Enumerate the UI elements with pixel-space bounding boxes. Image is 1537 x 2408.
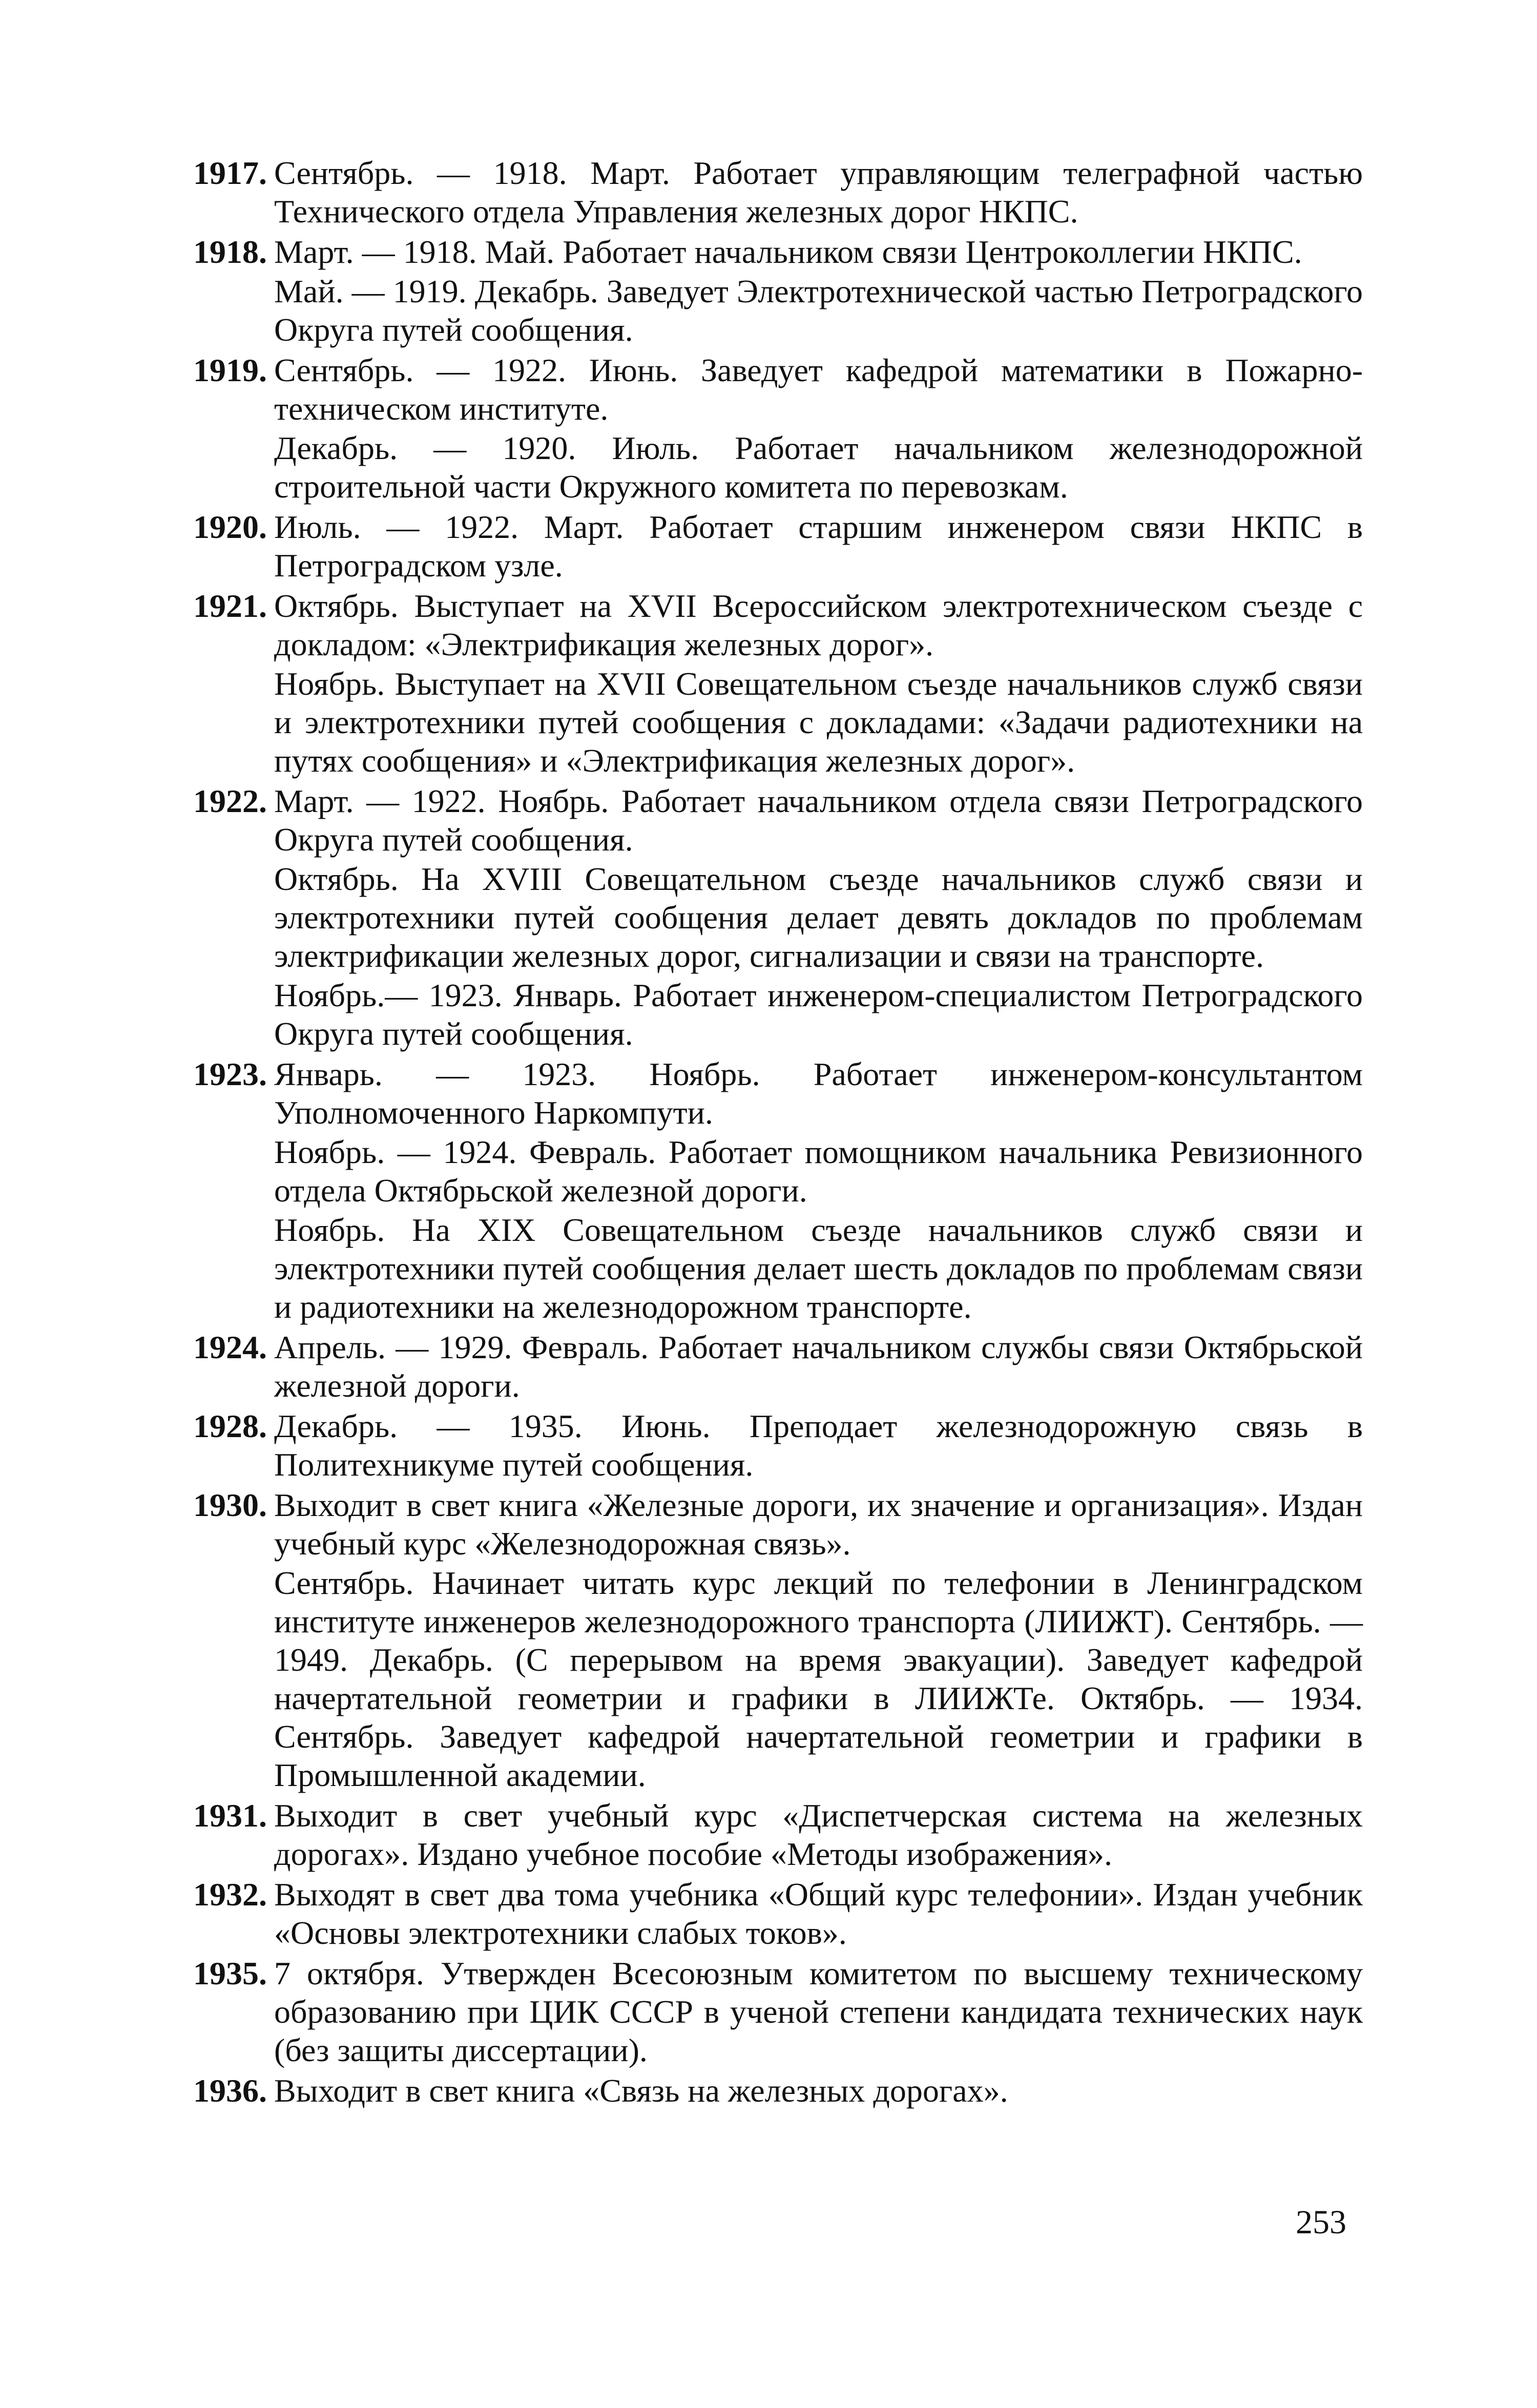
year-label: 1921.: [193, 588, 267, 624]
year-entries: [274, 154, 1363, 232]
entry-text: Апрель. — 1929. Февраль. Работает начальником службы связи Октябрьской железной дороги.: [274, 1329, 1363, 1404]
year-block: [184, 233, 1363, 350]
year-block: [184, 1407, 1363, 1485]
year-entries: [274, 233, 1363, 350]
year-block: [184, 154, 1363, 232]
year-block: [184, 1055, 1363, 1327]
year-block: [184, 1486, 1363, 1795]
year-label: 1919.: [193, 352, 267, 388]
year-block: [184, 1875, 1363, 1953]
year-label: 1935.: [193, 1955, 267, 1991]
year-entries: [274, 1954, 1363, 2070]
year-label: 1923.: [193, 1056, 267, 1092]
year-label: 1922.: [193, 783, 267, 819]
entry-text: Выходит в свет книга «Железные дороги, их значение и организация». Издан учебный курс «Железнодорожная связь».: [274, 1487, 1363, 1562]
entry-text: Ноябрь. — 1924. Февраль. Работает помощником начальника Ревизионного отдела Октябрьской железной дороги.: [274, 1134, 1363, 1209]
year-label: 1918.: [193, 234, 267, 270]
year-block: [184, 1796, 1363, 1874]
year-entries: [274, 782, 1363, 1054]
entry-text: Сентябрь. — 1918. Март. Работает управляющим телеграфной частью Технического отдела Управления железных дорог НКПС.: [274, 155, 1363, 230]
year-block: [184, 587, 1363, 781]
entry-text: Декабрь. — 1920. Июль. Работает начальником железнодорожной строительной части Окружного комитета по перевозкам.: [274, 430, 1363, 505]
page-number: 253: [1296, 2204, 1346, 2241]
year-label: 1932.: [193, 1876, 267, 1913]
entry-text: Ноябрь.— 1923. Январь. Работает инженером-специалистом Петроградского Округа путей сообщения.: [274, 977, 1363, 1052]
year-block: [184, 351, 1363, 507]
entry-text: 7 октября. Утвержден Всесоюзным комитетом по высшему техническому образованию при ЦИК СССР в ученой степени кандидата технических наук (без защиты диссертации).: [274, 1955, 1363, 2068]
year-entries: [274, 1055, 1363, 1327]
entry-text: Ноябрь. Выступает на XVII Совещательном съезде начальников служб связи и электротехники путей сообщения с докладами: «Задачи радиотехники на путях сообщения» и «Электрификация железных дорог».: [274, 666, 1363, 779]
year-entries: [274, 2071, 1363, 2111]
year-entries: [274, 587, 1363, 781]
year-entries: [274, 508, 1363, 586]
year-label: 1917.: [193, 155, 267, 191]
year-label: 1920.: [193, 509, 267, 545]
year-block: [184, 782, 1363, 1054]
year-label: 1936.: [193, 2072, 267, 2109]
entry-text: Ноябрь. На XIX Совещательном съезде начальников служб связи и электротехники путей сообщения делает шесть докладов по проблемам связи и радиотехники на железнодорожном транспорте.: [274, 1212, 1363, 1325]
entry-text: Сентябрь. — 1922. Июнь. Заведует кафедрой математики в Пожарно-техническом институте.: [274, 352, 1363, 427]
entry-text: Май. — 1919. Декабрь. Заведует Электротехнической частью Петроградского Округа путей сообщения.: [274, 273, 1363, 348]
entry-text: Январь. — 1923. Ноябрь. Работает инженером-консультантом Уполномоченного Наркомпути.: [274, 1056, 1363, 1131]
entry-text: Выходят в свет два тома учебника «Общий курс телефонии». Издан учебник «Основы электротехники слабых токов».: [274, 1876, 1363, 1951]
entry-text: Март. — 1918. Май. Работает начальником связи Центроколлегии НКПС.: [274, 234, 1302, 270]
year-entries: [274, 1796, 1363, 1874]
year-block: [184, 1954, 1363, 2070]
entry-text: Октябрь. На XVIII Совещательном съезде начальников служб связи и электротехники путей сообщения делает девять докладов по проблемам электрификации железных дорог, сигнализации и связи на транспорте.: [274, 861, 1363, 974]
year-label: 1931.: [193, 1797, 267, 1834]
year-entries: [274, 351, 1363, 507]
entry-text: Выходит в свет учебный курс «Диспетчерская система на железных дорогах». Издано учебное пособие «Методы изображения».: [274, 1797, 1363, 1872]
year-entries: [274, 1407, 1363, 1485]
year-label: 1928.: [193, 1408, 267, 1444]
entry-text: Март. — 1922. Ноябрь. Работает начальником отдела связи Петроградского Округа путей сообщения.: [274, 783, 1363, 858]
year-block: [184, 508, 1363, 586]
chronology: [184, 154, 1363, 2112]
entry-text: Выходит в свет книга «Связь на железных дорогах».: [274, 2072, 1008, 2109]
year-entries: [274, 1486, 1363, 1795]
year-block: [184, 1328, 1363, 1406]
year-block: [184, 2071, 1363, 2111]
year-entries: [274, 1328, 1363, 1406]
entry-text: Сентябрь. Начинает читать курс лекций по телефонии в Ленинградском институте инженеров железнодорожного транспорта (ЛИИЖТ). Сентябрь. — 1949. Декабрь. (С перерывом на время эвакуации). Заведует кафедрой начертательной геометрии и графики в ЛИИЖТе. Октябрь. — 1934. Сентябрь. Заведует кафедрой начертательной геометрии и графики в Промышленной академии.: [274, 1565, 1363, 1793]
year-entries: [274, 1875, 1363, 1953]
entry-text: Декабрь. — 1935. Июнь. Преподает железнодорожную связь в Политехникуме путей сообщения.: [274, 1408, 1363, 1483]
entry-text: Июль. — 1922. Март. Работает старшим инженером связи НКПС в Петроградском узле.: [274, 509, 1363, 584]
entry-text: Октябрь. Выступает на XVII Всероссийском электротехническом съезде с докладом: «Электрификация железных дорог».: [274, 588, 1363, 662]
year-label: 1930.: [193, 1487, 267, 1523]
year-label: 1924.: [193, 1329, 267, 1365]
